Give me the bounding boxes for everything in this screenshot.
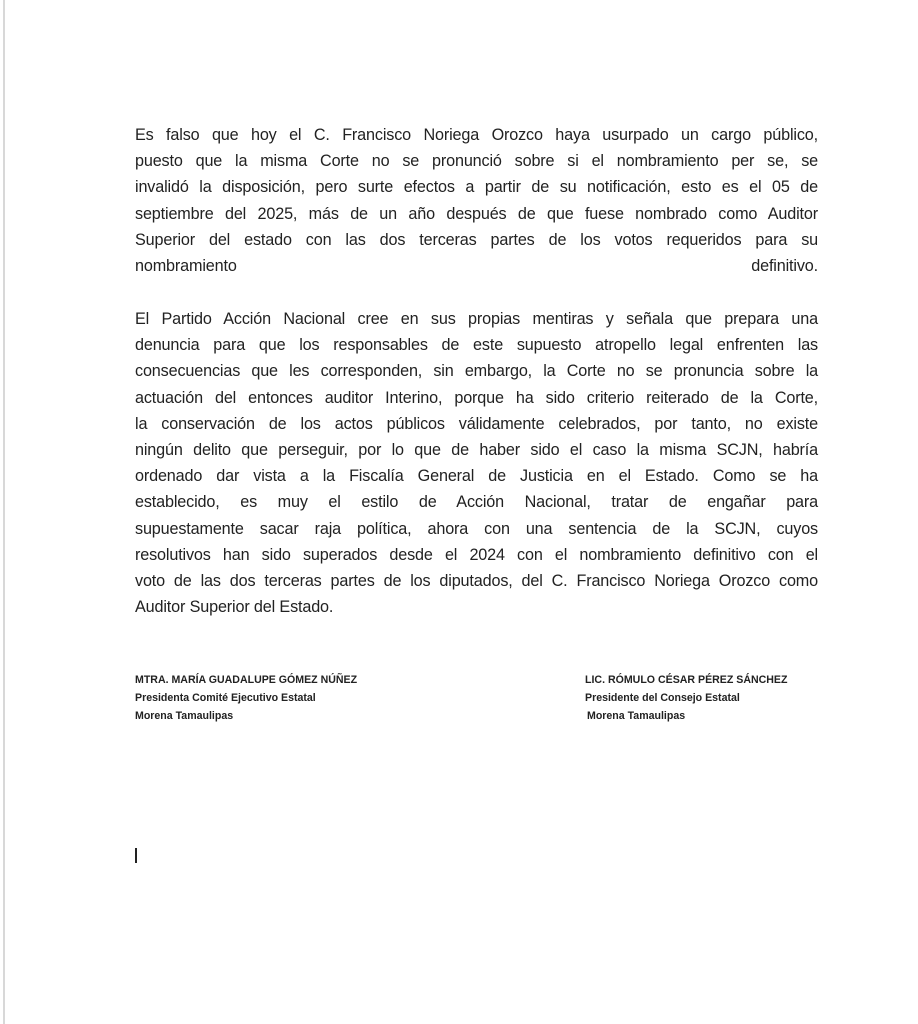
signatory-name: MTRA. MARÍA GUADALUPE GÓMEZ NÚÑEZ — [135, 674, 358, 686]
text-line: actuación del entonces auditor Interino, porque ha sido criterio reiterado de la Corte, — [135, 388, 818, 407]
text-line: la conservación de los actos públicos válidamente celebrados, por tanto, no existe — [135, 414, 818, 433]
text-line: Auditor Superior del Estado. — [135, 598, 334, 617]
signatory-organization: Morena Tamaulipas — [135, 710, 234, 722]
paragraph-1 — [135, 122, 818, 279]
text-line: ordenado dar vista a la Fiscalía General de Justicia en el Estado. Como se ha — [135, 467, 818, 486]
signatory-title: Presidenta Comité Ejecutivo Estatal — [135, 692, 316, 704]
paragraph-2 — [135, 306, 818, 620]
signature-block-left — [135, 671, 357, 725]
text-line: voto de las dos terceras partes de los diputados, del C. Francisco Noriega Orozco como — [135, 572, 818, 591]
text-line: invalidó la disposición, pero surte efectos a partir de su notificación, esto es el 05 de — [135, 178, 818, 197]
text-line: Superior del estado con las dos terceras partes de los votos requeridos para su — [135, 230, 818, 249]
text-line: denuncia para que los responsables de este supuesto atropello legal enfrenten las — [135, 336, 818, 355]
signatory-name: LIC. RÓMULO CÉSAR PÉREZ SÁNCHEZ — [585, 674, 788, 686]
page-left-edge — [3, 0, 5, 1024]
signatory-title: Presidente del Consejo Estatal — [585, 692, 740, 704]
text-line: resolutivos han sido superados desde el 2024 con el nombramiento definitivo con el — [135, 545, 818, 564]
signature-block-right — [585, 671, 787, 725]
text-line: establecido, es muy el estilo de Acción Nacional, tratar de engañar para — [135, 493, 818, 512]
text-line: supuestamente sacar raja política, ahora con una sentencia de la SCJN, cuyos — [135, 519, 818, 538]
text-line: nombramiento definitivo. — [135, 257, 818, 276]
text-line: puesto que la misma Corte no se pronunció sobre si el nombramiento per se, se — [135, 152, 818, 171]
text-line: Es falso que hoy el C. Francisco Noriega Orozco haya usurpado un cargo público, — [135, 126, 818, 144]
text-line: ningún delito que perseguir, por lo que de haber sido el caso la misma SCJN, habría — [135, 441, 818, 460]
text-cursor[interactable] — [135, 848, 137, 863]
text-line: consecuencias que les corresponden, sin embargo, la Corte no se pronuncia sobre la — [135, 362, 818, 381]
text-line: El Partido Acción Nacional cree en sus propias mentiras y señala que prepara una — [135, 310, 818, 328]
text-line: septiembre del 2025, más de un año después de que fuese nombrado como Auditor — [135, 204, 818, 223]
signatory-organization: Morena Tamaulipas — [587, 710, 686, 722]
